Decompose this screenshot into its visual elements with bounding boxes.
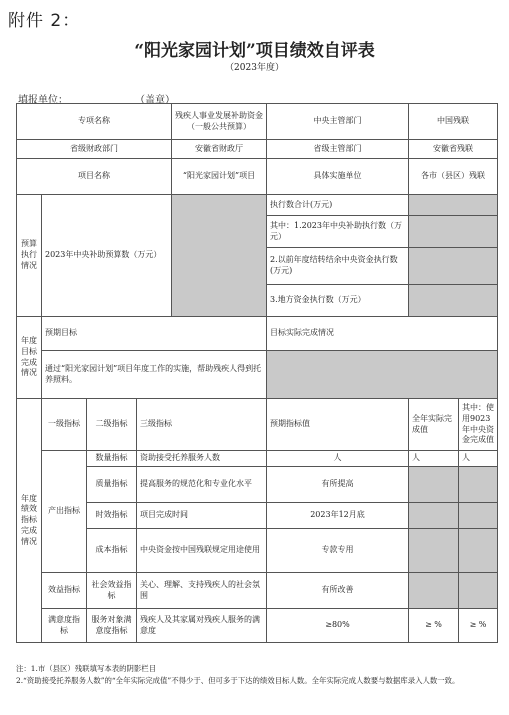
impl-unit-value: 各市（县区）残联 bbox=[409, 159, 498, 195]
quantity-l3: 资助接受托养服务人数 bbox=[137, 451, 267, 467]
prov-finance-value: 安徽省财政厅 bbox=[172, 140, 267, 159]
budget-central-value[interactable] bbox=[409, 216, 498, 248]
goal-expected-label: 预期目标 bbox=[42, 317, 267, 351]
header-level1: 一级指标 bbox=[42, 399, 87, 451]
project-name-label: 专项名称 bbox=[17, 104, 172, 140]
item-name-value: “阳光家园计划”项目 bbox=[172, 159, 267, 195]
goal-section-label: 年度目标完成情况 bbox=[17, 317, 42, 399]
budget-central-label: 其中：1.2023年中央补助执行数（万元） bbox=[267, 216, 409, 248]
budget-amount-label: 2023年中央补助预算数（万元） bbox=[42, 195, 172, 317]
budget-section-label: 预算执行情况 bbox=[17, 195, 42, 317]
goal-actual-label: 目标实际完成情况 bbox=[267, 317, 498, 351]
project-name-value: 残疾人事业发展补助资金（一般公共预算） bbox=[172, 104, 267, 140]
budget-carryover-label: 2.以前年度结转结余中央资金执行数(万元) bbox=[267, 248, 409, 285]
quantity-expected: 人 bbox=[267, 451, 409, 467]
social-benefit-actual[interactable] bbox=[409, 573, 459, 609]
budget-total-value[interactable] bbox=[409, 195, 498, 216]
goal-expected-text: 通过“阳光家园计划”项目年度工作的实施，帮助残疾人得到托养照料。 bbox=[42, 351, 267, 399]
timeliness-l3: 项目完成时间 bbox=[137, 503, 267, 529]
quantity-central[interactable]: 人 bbox=[459, 451, 498, 467]
goal-actual-value[interactable] bbox=[267, 351, 498, 399]
cost-indicator: 成本指标 bbox=[87, 529, 137, 573]
seal-label: （盖章） bbox=[135, 95, 175, 106]
central-dept-value: 中国残联 bbox=[409, 104, 498, 140]
attachment-label: 附件 2： bbox=[8, 11, 81, 31]
quality-expected: 有所提高 bbox=[267, 467, 409, 503]
budget-amount-value[interactable] bbox=[172, 195, 267, 317]
budget-local-label: 3.地方资金执行数（万元） bbox=[267, 285, 409, 317]
cost-actual[interactable] bbox=[409, 529, 459, 573]
satisfaction-l3: 残疾人及其家属对残疾人服务的满意度 bbox=[137, 609, 267, 643]
note-1: 注：1.市（县区）残联填写本表的阴影栏目 bbox=[16, 664, 157, 673]
prov-finance-label: 省级财政部门 bbox=[17, 140, 172, 159]
timeliness-expected: 2023年12月底 bbox=[267, 503, 409, 529]
self-evaluation-table bbox=[16, 103, 498, 643]
form-title: “阳光家园计划”项目绩效自评表 bbox=[134, 41, 375, 61]
social-benefit-expected: 有所改善 bbox=[267, 573, 409, 609]
satisfaction-actual[interactable]: ≥ % bbox=[409, 609, 459, 643]
benefit-indicator-label: 效益指标 bbox=[42, 573, 87, 609]
impl-unit-label: 具体实施单位 bbox=[267, 159, 409, 195]
prov-dept-label: 省级主管部门 bbox=[267, 140, 409, 159]
satisfaction-expected: ≥80% bbox=[267, 609, 409, 643]
note-2: 2.“资助接受托养服务人数”的“全年实际完成值”不得少于、但可多于下达的绩效目标人数。全年实际完成人数要与数据库录入人数一致。 bbox=[16, 676, 460, 685]
service-satisfaction-indicator: 服务对象满意度指标 bbox=[87, 609, 137, 643]
central-dept-label: 中央主管部门 bbox=[267, 104, 409, 140]
form-year: （2023年度） bbox=[225, 63, 284, 73]
header-actual: 全年实际完成值 bbox=[409, 399, 459, 451]
prov-dept-value: 安徽省残联 bbox=[409, 140, 498, 159]
header-expected: 预期指标值 bbox=[267, 399, 409, 451]
header-central: 其中：使用9023年中央资金完成值 bbox=[459, 399, 498, 451]
timeliness-indicator: 时效指标 bbox=[87, 503, 137, 529]
output-indicator-label: 产出指标 bbox=[42, 451, 87, 573]
timeliness-central[interactable] bbox=[459, 503, 498, 529]
header-level3: 三级指标 bbox=[137, 399, 267, 451]
quality-central[interactable] bbox=[459, 467, 498, 503]
cost-l3: 中央资金按中国残联规定用途使用 bbox=[137, 529, 267, 573]
indicator-section-label: 年度绩效指标完成情况 bbox=[17, 399, 42, 643]
budget-carryover-value[interactable] bbox=[409, 248, 498, 285]
social-benefit-central[interactable] bbox=[459, 573, 498, 609]
quality-l3: 提高服务的规范化和专业化水平 bbox=[137, 467, 267, 503]
quantity-indicator: 数量指标 bbox=[87, 451, 137, 467]
cost-central[interactable] bbox=[459, 529, 498, 573]
item-name-label: 项目名称 bbox=[17, 159, 172, 195]
satisfaction-indicator-label: 满意度指标 bbox=[42, 609, 87, 643]
timeliness-actual[interactable] bbox=[409, 503, 459, 529]
quality-actual[interactable] bbox=[409, 467, 459, 503]
header-level2: 二级指标 bbox=[87, 399, 137, 451]
social-benefit-indicator: 社会效益指标 bbox=[87, 573, 137, 609]
budget-total-label: 执行数合计(万元) bbox=[267, 195, 409, 216]
cost-expected: 专款专用 bbox=[267, 529, 409, 573]
satisfaction-central[interactable]: ≥ % bbox=[459, 609, 498, 643]
quality-indicator: 质量指标 bbox=[87, 467, 137, 503]
social-benefit-l3: 关心、理解、支持残疾人的社会氛围 bbox=[137, 573, 267, 609]
fill-unit-label: 填报单位： bbox=[18, 95, 68, 106]
budget-local-value[interactable] bbox=[409, 285, 498, 317]
quantity-actual[interactable]: 人 bbox=[409, 451, 459, 467]
